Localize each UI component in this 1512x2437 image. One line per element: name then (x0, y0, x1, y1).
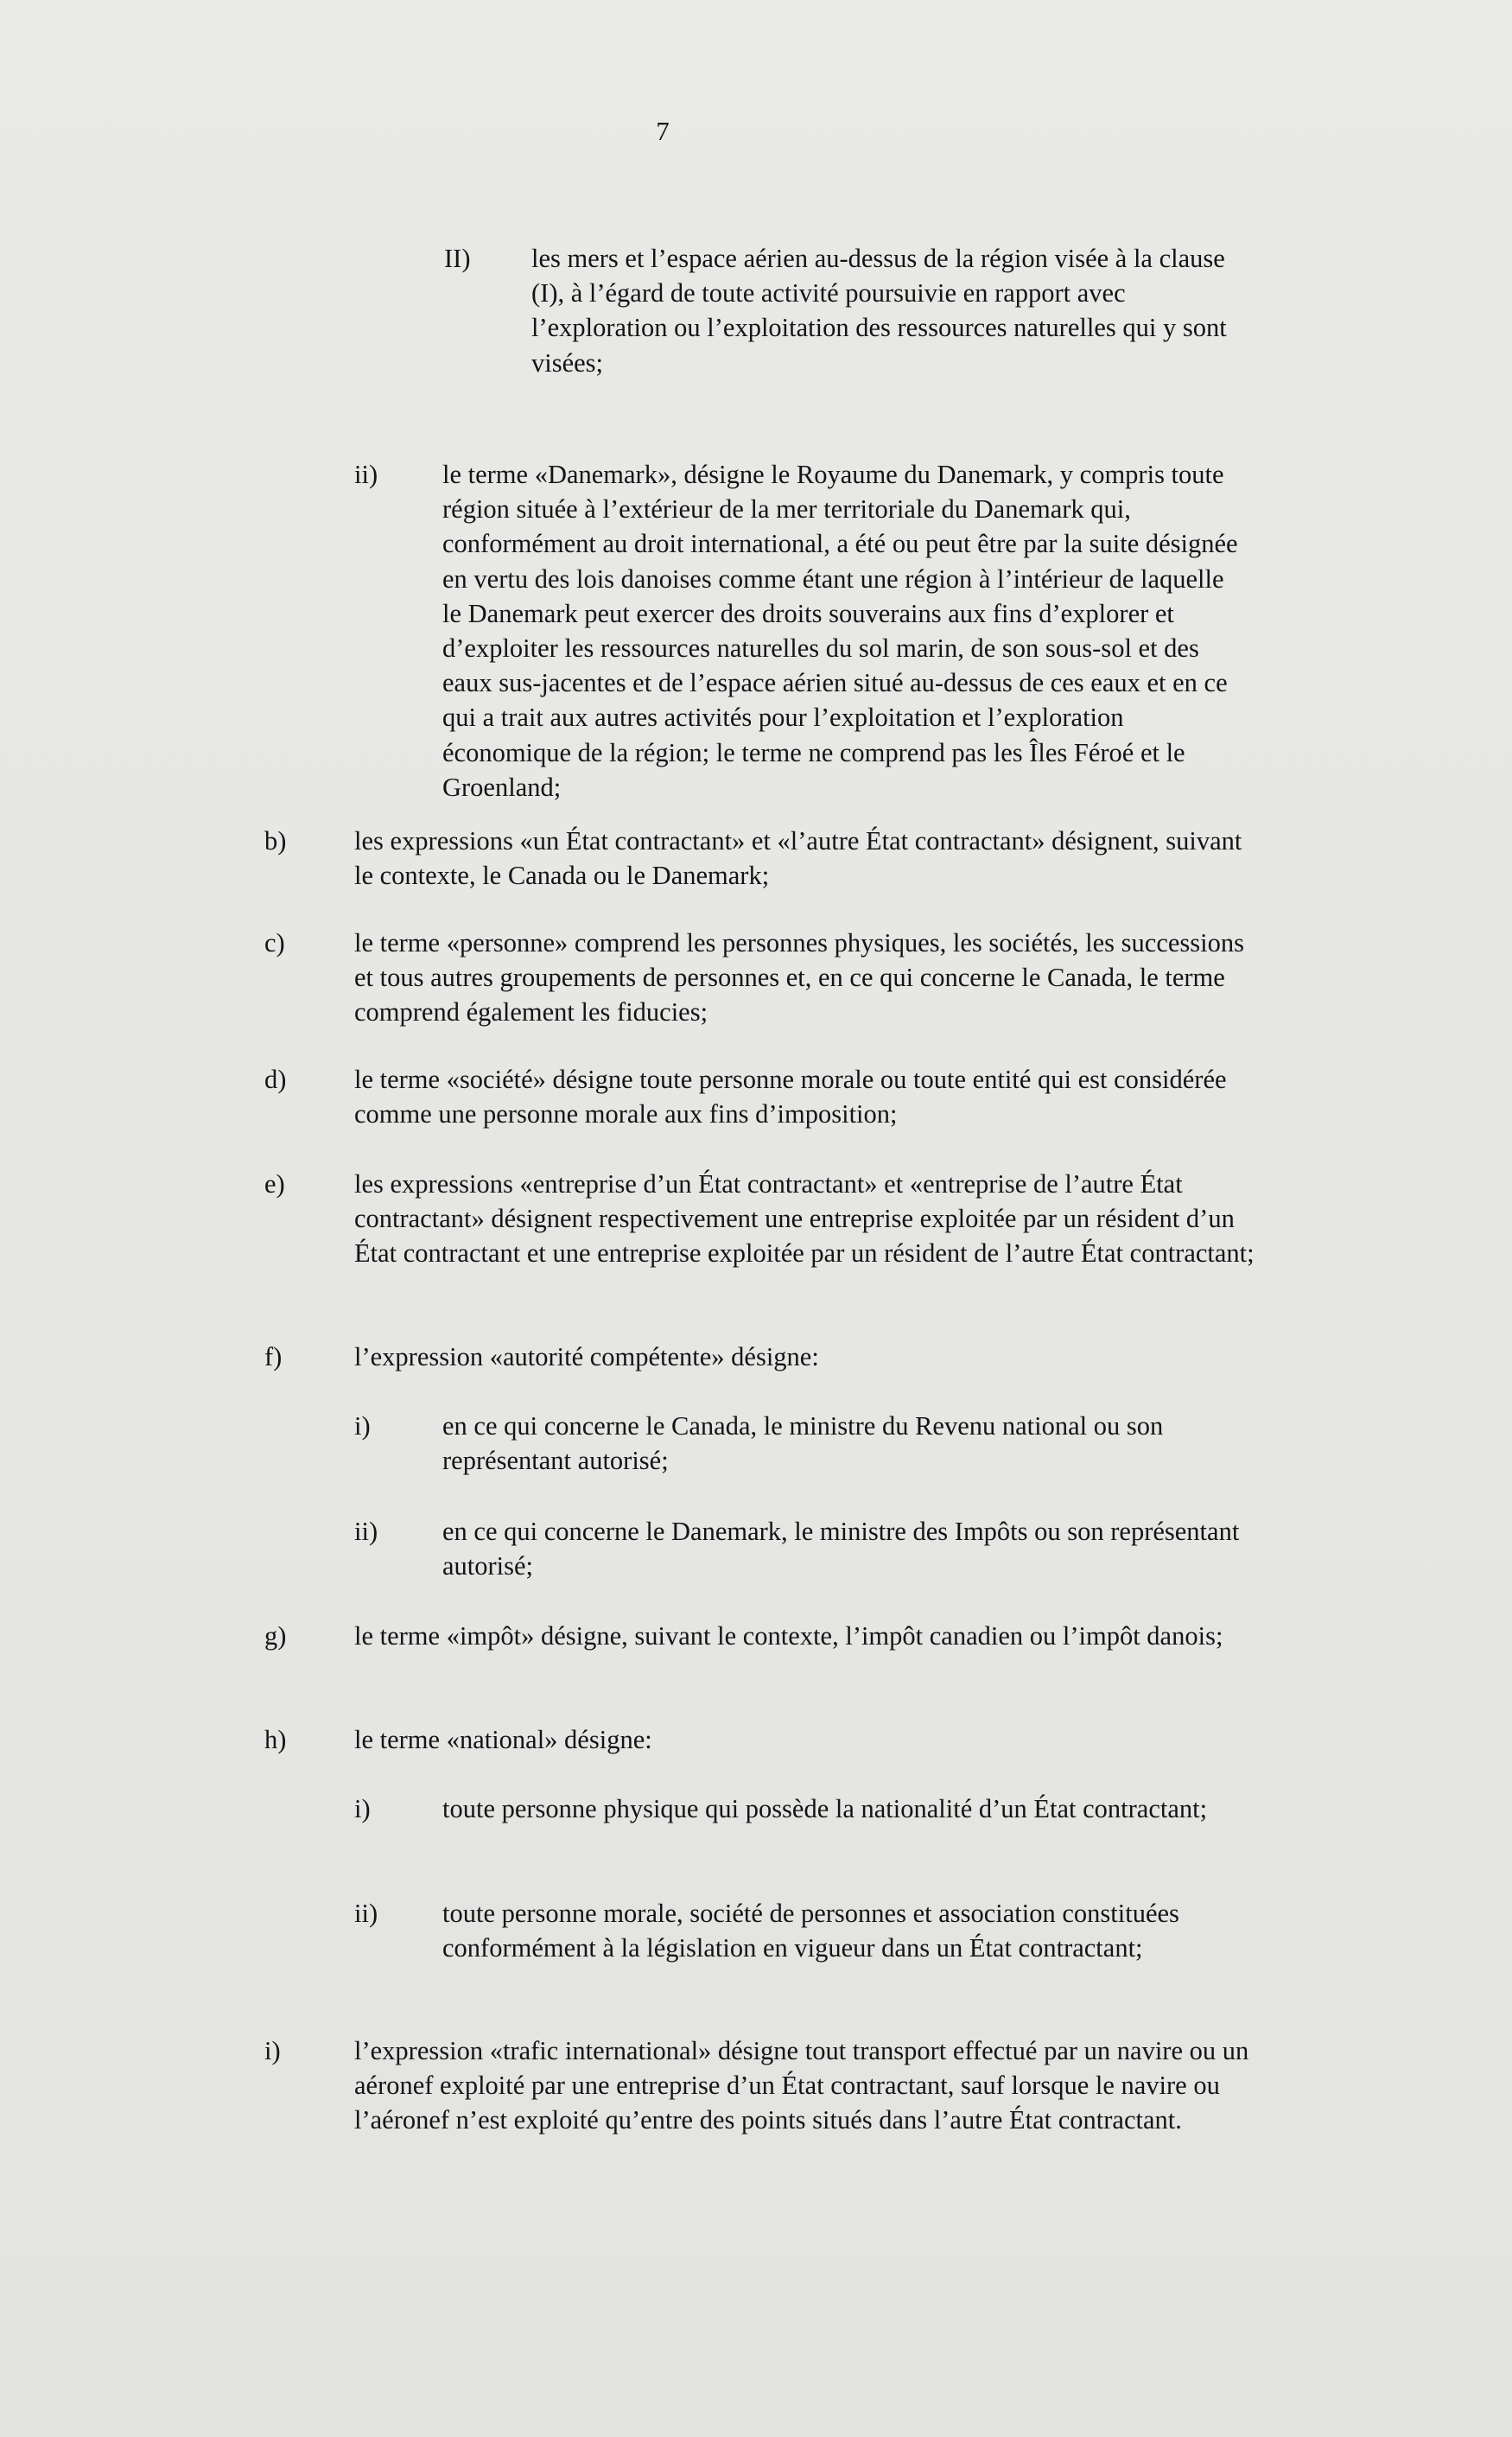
subparagraph-h-ii (354, 1896, 1244, 1965)
paragraph-d-text: le terme «société» désigne toute personne morale ou toute entité qui est considérée comme une personne morale aux fins d’imposition; (354, 1065, 1227, 1129)
paragraph-e-text: les expressions «entreprise d’un État contractant» et «entreprise de l’autre État contractant» désignent respectivement une entreprise exploitée par un résident d’un État contractant et une entreprise exploitée par un résident de l’autre État contractant; (354, 1169, 1255, 1269)
paragraph-e-marker: e) (264, 1169, 285, 1199)
subparagraph-f-ii-marker: ii) (354, 1517, 378, 1546)
paragraph-h-marker: h) (264, 1725, 287, 1754)
paragraph-i-marker: i) (264, 2036, 281, 2065)
clause-II-text: les mers et l’espace aérien au-dessus de la région visée à la clause (I), à l’égard de toute activité poursuivie en rapport avec l’exploration ou l’exploitation des ressources naturelles qui y sont visées; (531, 244, 1227, 378)
paragraph-g-text: le terme «impôt» désigne, suivant le contexte, l’impôt canadien ou l’impôt danois; (354, 1621, 1223, 1651)
subparagraph-f-ii-text: en ce qui concerne le Danemark, le ministre des Impôts ou son représentant autorisé; (442, 1517, 1240, 1581)
paragraph-c (264, 926, 1258, 1030)
subparagraph-h-i-marker: i) (354, 1794, 371, 1823)
paragraph-i-text: l’expression «trafic international» désigne tout transport effectué par un navire ou un aéronef exploité par une entreprise d’un État contractant, sauf lorsque le navire ou l’aéronef n’est exploité qu’entre des points situés dans l’autre État contractant. (354, 2036, 1249, 2135)
paragraph-b-text: les expressions «un État contractant» et «l’autre État contractant» désignent, suivant le contexte, le Canada ou le Danemark; (354, 826, 1242, 891)
paragraph-i (264, 2033, 1258, 2138)
paragraph-h-text: le terme «national» désigne: (354, 1725, 652, 1754)
paragraph-d-marker: d) (264, 1065, 287, 1094)
paragraph-c-text: le terme «personne» comprend les personnes physiques, les sociétés, les successions et tous autres groupements de personnes et, en ce qui concerne le Canada, le terme comprend également les fiducies; (354, 928, 1244, 1028)
subparagraph-h-ii-text: toute personne morale, société de personnes et association constituées conformément à la législation en vigueur dans un État contractant; (442, 1899, 1179, 1963)
clause-II (444, 241, 1248, 380)
paragraph-h (264, 1722, 1258, 1757)
paragraph-b-marker: b) (264, 826, 287, 856)
paragraph-d (264, 1062, 1258, 1131)
paragraph-e (264, 1167, 1258, 1271)
subparagraph-h-ii-marker: ii) (354, 1899, 378, 1928)
paragraph-c-marker: c) (264, 928, 285, 958)
subparagraph-h-i-text: toute personne physique qui possède la nationalité d’un État contractant; (442, 1794, 1208, 1823)
page-number: 7 (656, 116, 670, 146)
paragraph-b (264, 824, 1258, 893)
subparagraph-a-ii-text: le terme «Danemark», désigne le Royaume du Danemark, y compris toute région située à l’extérieur de la mer territoriale du Danemark qui, conformément au droit international, a été ou peut être par la suite désignée en vertu des lois danoises comme étant une région à l’intérieur de laquelle le Danemark peut exercer des droits souverains aux fins d’explorer et d’exploiter les ressources naturelles du sol marin, de son sous-sol et des eaux sus-jacentes et de l’espace aérien situé au-dessus de ces eaux et en ce qui a trait aux autres activités pour l’exploitation et l’exploration économique de la région; le terme ne comprend pas les Îles Féroé et le Groenland; (442, 460, 1238, 802)
subparagraph-f-ii (354, 1514, 1244, 1583)
paragraph-g-marker: g) (264, 1621, 287, 1651)
subparagraph-a-ii-marker: ii) (354, 460, 378, 489)
subparagraph-a-ii (354, 457, 1244, 805)
subparagraph-f-i-text: en ce qui concerne le Canada, le ministre du Revenu national ou son représentant autorisé; (442, 1411, 1164, 1476)
paragraph-f (264, 1339, 1258, 1374)
paragraph-f-text: l’expression «autorité compétente» désigne: (354, 1342, 819, 1371)
subparagraph-f-i (354, 1409, 1244, 1478)
subparagraph-h-i (354, 1791, 1244, 1826)
paragraph-f-marker: f) (264, 1342, 283, 1371)
subparagraph-f-i-marker: i) (354, 1411, 371, 1441)
clause-II-marker: II) (444, 244, 471, 273)
paragraph-g (264, 1619, 1258, 1653)
